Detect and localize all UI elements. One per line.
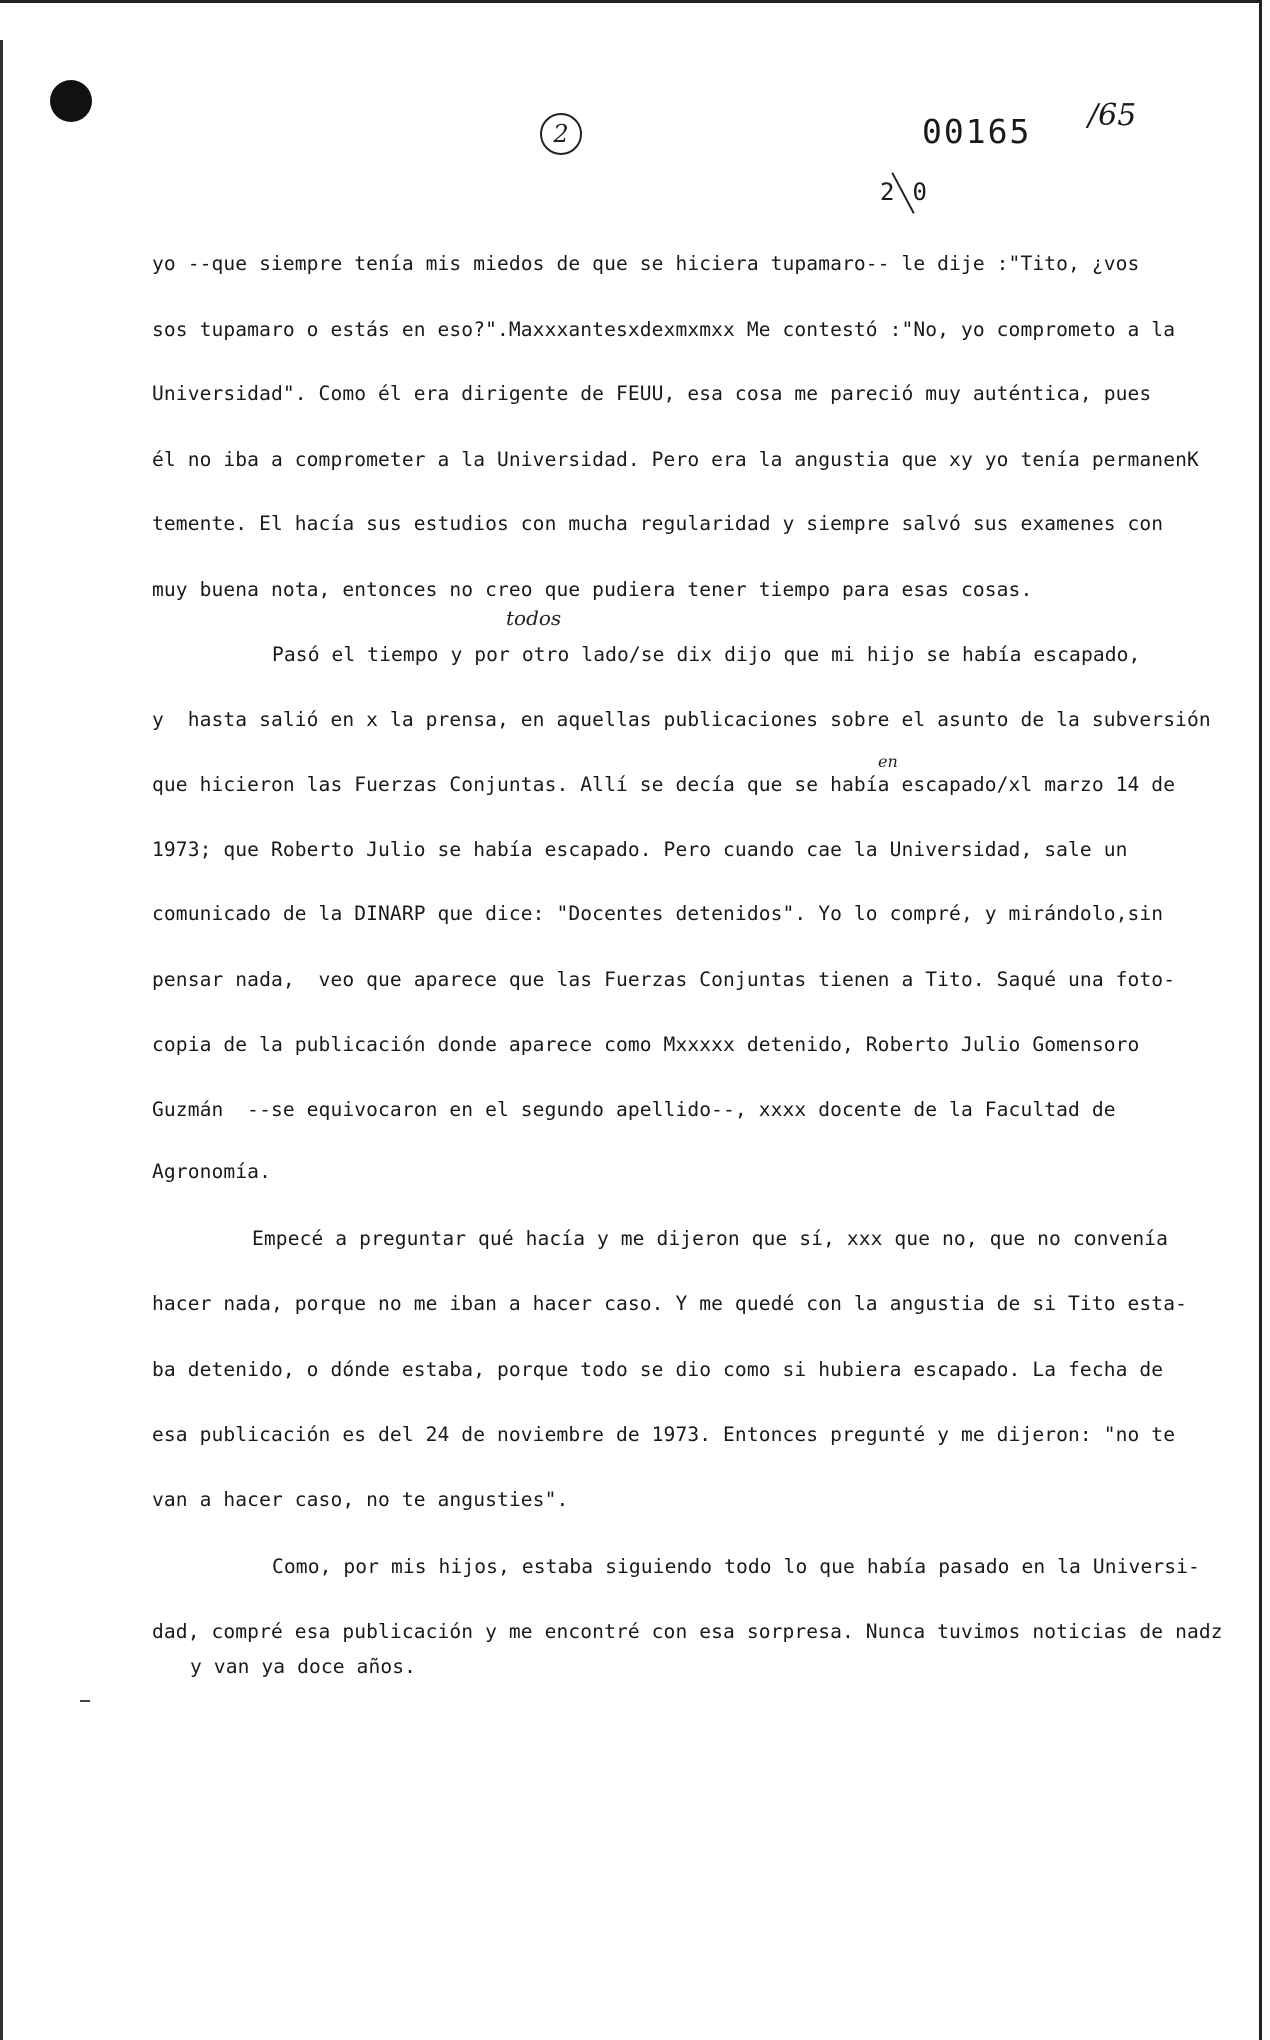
text-line: que hicieron las Fuerzas Conjuntas. Allí se decía que se había escapado/xl marzo 14 de xyxy=(152,773,1176,796)
text-line: y hasta salió en x la prensa, en aquellas publicaciones sobre el asunto de la subversión xyxy=(152,708,1211,731)
text-line: comunicado de la DINARP que dice: "Docentes detenidos". Yo lo compré, y mirándolo,sin xyxy=(152,902,1164,925)
text-line: esa publicación es del 24 de noviembre de 1973. Entonces pregunté y me dijeron: "no te xyxy=(152,1423,1176,1446)
document-id: 00165 xyxy=(922,112,1032,151)
text-line: Pasó el tiempo y por otro lado/se dix dijo que mi hijo se había escapado, xyxy=(272,643,1141,666)
handwritten-annotation-todos: todos xyxy=(506,606,562,630)
text-line: Como, por mis hijos, estaba siguiendo todo lo que había pasado en la Universi- xyxy=(272,1555,1200,1578)
handwritten-annotation-en: en xyxy=(878,752,898,771)
text-line: Agronomía. xyxy=(152,1160,271,1183)
text-line: y van ya doce años. xyxy=(190,1655,417,1678)
page-number-text: 2 xyxy=(553,120,569,148)
document-suffix: /65 xyxy=(1088,98,1137,133)
text-line: van a hacer caso, no te angusties". xyxy=(152,1488,569,1511)
margin-tick xyxy=(80,1700,90,1702)
page-left-edge xyxy=(0,40,3,2040)
text-line: Guzmán --se equivocaron en el segundo apellido--, xxxx docente de la Facultad de xyxy=(152,1098,1116,1121)
text-line: dad, compré esa publicación y me encontré con esa sorpresa. Nunca tuvimos noticias de nadz xyxy=(152,1620,1223,1643)
text-line: él no iba a comprometer a la Universidad. Pero era la angustia que xy yo tenía permanenK xyxy=(152,448,1199,471)
text-line: sos tupamaro o estás en eso?".Maxxxantesxdexmxmxx Me contestó :"No, yo comprometo a la xyxy=(152,318,1176,341)
text-line: muy buena nota, entonces no creo que pudiera tener tiempo para esas cosas. xyxy=(152,578,1033,601)
punch-hole xyxy=(50,80,92,122)
text-line: 1973; que Roberto Julio se había escapado. Pero cuando cae la Universidad, sale un xyxy=(152,838,1128,861)
page-number xyxy=(540,113,582,155)
text-line: hacer nada, porque no me iban a hacer caso. Y me quedé con la angustia de si Tito esta- xyxy=(152,1292,1187,1315)
text-line: Empecé a preguntar qué hacía y me dijeron que sí, xxx que no, que no convenía xyxy=(252,1227,1169,1250)
text-line: copia de la publicación donde aparece como Mxxxxx detenido, Roberto Julio Gomensoro xyxy=(152,1033,1140,1056)
text-line: yo --que siempre tenía mis miedos de que se hiciera tupamaro-- le dije :"Tito, ¿vos xyxy=(152,252,1140,275)
text-line: ba detenido, o dónde estaba, porque todo se dio como si hubiera escapado. La fecha de xyxy=(152,1358,1164,1381)
text-line: Universidad". Como él era dirigente de FEUU, esa cosa me pareció muy auténtica, pues xyxy=(152,382,1152,405)
page-fraction-bottom: 0 xyxy=(912,178,927,206)
text-line: pensar nada, veo que aparece que las Fuerzas Conjuntas tienen a Tito. Saqué una foto- xyxy=(152,968,1176,991)
text-line: temente. El hacía sus estudios con mucha regularidad y siempre salvó sus examenes con xyxy=(152,512,1164,535)
page-fraction xyxy=(880,170,927,216)
page-fraction-top: 2 xyxy=(880,178,895,206)
